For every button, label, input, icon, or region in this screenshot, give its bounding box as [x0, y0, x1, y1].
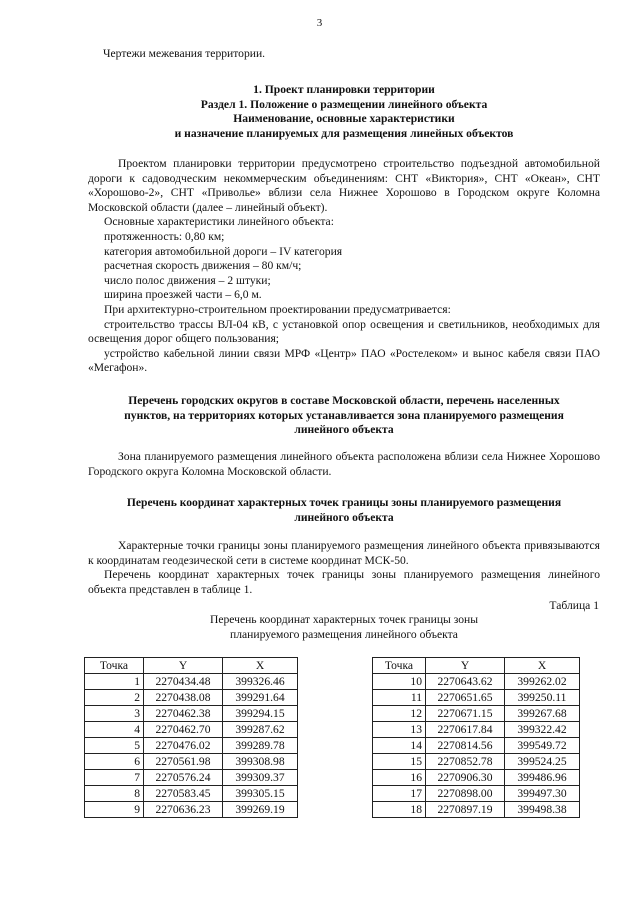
- table-caption-line-2: планируемого размещения линейного объекта: [230, 627, 458, 641]
- cell-y: 2270651.65: [426, 690, 505, 706]
- cell-point: 8: [85, 786, 144, 802]
- table-row: [373, 706, 580, 722]
- cell-point: 5: [85, 738, 144, 754]
- table-row: [85, 674, 298, 690]
- paragraph-design: При архитектурно-строительном проектировании предусматривается:: [104, 302, 451, 316]
- section2-text: Зона планируемого размещения линейного объекта расположена вблизи села Нижнее Хорошово Городского округа Коломна Московской области.: [88, 450, 600, 478]
- cell-x: 399289.78: [223, 738, 298, 754]
- coordinates-table-left: [84, 657, 298, 818]
- cell-point: 2: [85, 690, 144, 706]
- cell-y: 2270434.48: [144, 674, 223, 690]
- section2-heading-line-2: пунктов, на территориях которых устанавливается зона планируемого размещения: [124, 408, 564, 422]
- table-row: [373, 802, 580, 818]
- cell-x: 399326.46: [223, 674, 298, 690]
- table-row: [85, 690, 298, 706]
- cell-x: 399309.37: [223, 770, 298, 786]
- section3-text-2: Перечень координат характерных точек границы зоны планируемого размещения линейного объекта представлен в таблице 1.: [88, 568, 600, 596]
- cell-point: 16: [373, 770, 426, 786]
- cell-x: 399549.72: [505, 738, 580, 754]
- cell-x: 399498.38: [505, 802, 580, 818]
- cell-point: 15: [373, 754, 426, 770]
- cell-x: 399322.42: [505, 722, 580, 738]
- header-y: Y: [426, 658, 505, 674]
- heading-line-1: 1. Проект планировки территории: [253, 83, 435, 96]
- table-row: [85, 738, 298, 754]
- cell-y: 2270897.19: [426, 802, 505, 818]
- cell-y: 2270671.15: [426, 706, 505, 722]
- cell-point: 4: [85, 722, 144, 738]
- section2-heading-line-3: линейного объекта: [294, 423, 394, 437]
- section3-text-1: Характерные точки границы зоны планируемого размещения линейного объекта привязываются к координатам геодезической сети в системе координат МСК-50.: [88, 539, 600, 567]
- heading-line-4: и назначение планируемых для размещения линейных объектов: [174, 126, 514, 140]
- section2-body: [88, 450, 600, 479]
- paragraph-project: Проектом планировки территории предусмотрено строительство подъездной автомобильной дороги к садоводческим некоммерческим объединениям: СНТ «Виктория», СНТ «Океан», СНТ «Хорошово-2», СНТ «Приволье» вблизи села Нижнее Хорошово в Городском округе Коломна Московской области (далее – линейный объект).: [88, 157, 600, 214]
- cell-point: 13: [373, 722, 426, 738]
- header-point: Точка: [373, 658, 426, 674]
- section2-heading-line-1: Перечень городских округов в составе Московской области, перечень населенных: [128, 394, 560, 407]
- cell-x: 399269.19: [223, 802, 298, 818]
- cell-x: 399305.15: [223, 786, 298, 802]
- coordinates-table-right: [372, 657, 580, 818]
- table-caption: [88, 613, 600, 642]
- heading-line-2: Раздел 1. Положение о размещении линейного объекта: [200, 97, 488, 111]
- paragraph-speed: расчетная скорость движения – 80 км/ч;: [104, 259, 302, 273]
- section3-heading: [88, 496, 600, 525]
- cell-x: 399524.25: [505, 754, 580, 770]
- table-row: [85, 802, 298, 818]
- table-row: [373, 738, 580, 754]
- paragraph-category: категория автомобильной дороги – IV категория: [104, 244, 343, 258]
- section3-body: [88, 539, 600, 597]
- cell-x: 399308.98: [223, 754, 298, 770]
- cell-x: 399250.11: [505, 690, 580, 706]
- page-number: 3: [316, 17, 323, 29]
- table-row: [85, 722, 298, 738]
- characteristics-block: [88, 157, 600, 376]
- cell-y: 2270852.78: [426, 754, 505, 770]
- table-row: [85, 770, 298, 786]
- table-row: [373, 690, 580, 706]
- heading-line-3: Наименование, основные характеристики: [233, 112, 455, 126]
- paragraph-characteristics: Основные характеристики линейного объекта:: [104, 215, 334, 229]
- cell-y: 2270617.84: [426, 722, 505, 738]
- table-header-row: [85, 658, 298, 674]
- intro-line: Чертежи межевания территории.: [103, 47, 266, 60]
- table-caption-line-1: Перечень координат характерных точек границы зоны: [209, 613, 479, 626]
- cell-point: 14: [373, 738, 426, 754]
- table-row: [373, 754, 580, 770]
- cell-point: 1: [85, 674, 144, 690]
- paragraph-width: ширина проезжей части – 6,0 м.: [104, 288, 262, 302]
- cell-y: 2270814.56: [426, 738, 505, 754]
- cell-point: 11: [373, 690, 426, 706]
- cell-point: 3: [85, 706, 144, 722]
- table-header-row: [373, 658, 580, 674]
- cell-y: 2270583.45: [144, 786, 223, 802]
- cell-y: 2270462.38: [144, 706, 223, 722]
- cell-x: 399486.96: [505, 770, 580, 786]
- cell-x: 399291.64: [223, 690, 298, 706]
- cell-y: 2270438.08: [144, 690, 223, 706]
- table-row: [373, 674, 580, 690]
- table-row: [85, 706, 298, 722]
- cell-point: 18: [373, 802, 426, 818]
- cell-y: 2270906.30: [426, 770, 505, 786]
- paragraph-power-line: строительство трассы ВЛ-04 кВ, с установкой опор освещения и светильников, необходимых для освещения дорог общего пользования;: [88, 317, 600, 346]
- header-x: X: [505, 658, 580, 674]
- table-row: [85, 754, 298, 770]
- table-label: Таблица 1: [549, 599, 599, 612]
- cell-point: 17: [373, 786, 426, 802]
- section3-heading-line-2: линейного объекта: [294, 510, 394, 524]
- header-point: Точка: [85, 658, 144, 674]
- cell-point: 10: [373, 674, 426, 690]
- cell-x: 399294.15: [223, 706, 298, 722]
- cell-x: 399267.68: [505, 706, 580, 722]
- cell-point: 12: [373, 706, 426, 722]
- cell-point: 7: [85, 770, 144, 786]
- table-row: [373, 786, 580, 802]
- cell-y: 2270898.00: [426, 786, 505, 802]
- header-x: X: [223, 658, 298, 674]
- cell-x: 399287.62: [223, 722, 298, 738]
- cell-y: 2270643.62: [426, 674, 505, 690]
- main-heading: [88, 83, 600, 141]
- paragraph-length: протяженность: 0,80 км;: [104, 229, 225, 243]
- table-row: [373, 722, 580, 738]
- cell-point: 9: [85, 802, 144, 818]
- section2-heading: [88, 394, 600, 438]
- cell-y: 2270576.24: [144, 770, 223, 786]
- cell-x: 399497.30: [505, 786, 580, 802]
- cell-y: 2270462.70: [144, 722, 223, 738]
- paragraph-lanes: число полос движения – 2 штуки;: [104, 273, 271, 287]
- section3-heading-line-1: Перечень координат характерных точек границы зоны планируемого размещения: [126, 496, 562, 509]
- paragraph-cable: устройство кабельной линии связи МРФ «Центр» ПАО «Ростелеком» и вынос кабеля связи ПАО «Мегафон».: [88, 346, 600, 375]
- cell-y: 2270636.23: [144, 802, 223, 818]
- cell-y: 2270476.02: [144, 738, 223, 754]
- table-row: [85, 786, 298, 802]
- cell-x: 399262.02: [505, 674, 580, 690]
- cell-point: 6: [85, 754, 144, 770]
- table-row: [373, 770, 580, 786]
- header-y: Y: [144, 658, 223, 674]
- cell-y: 2270561.98: [144, 754, 223, 770]
